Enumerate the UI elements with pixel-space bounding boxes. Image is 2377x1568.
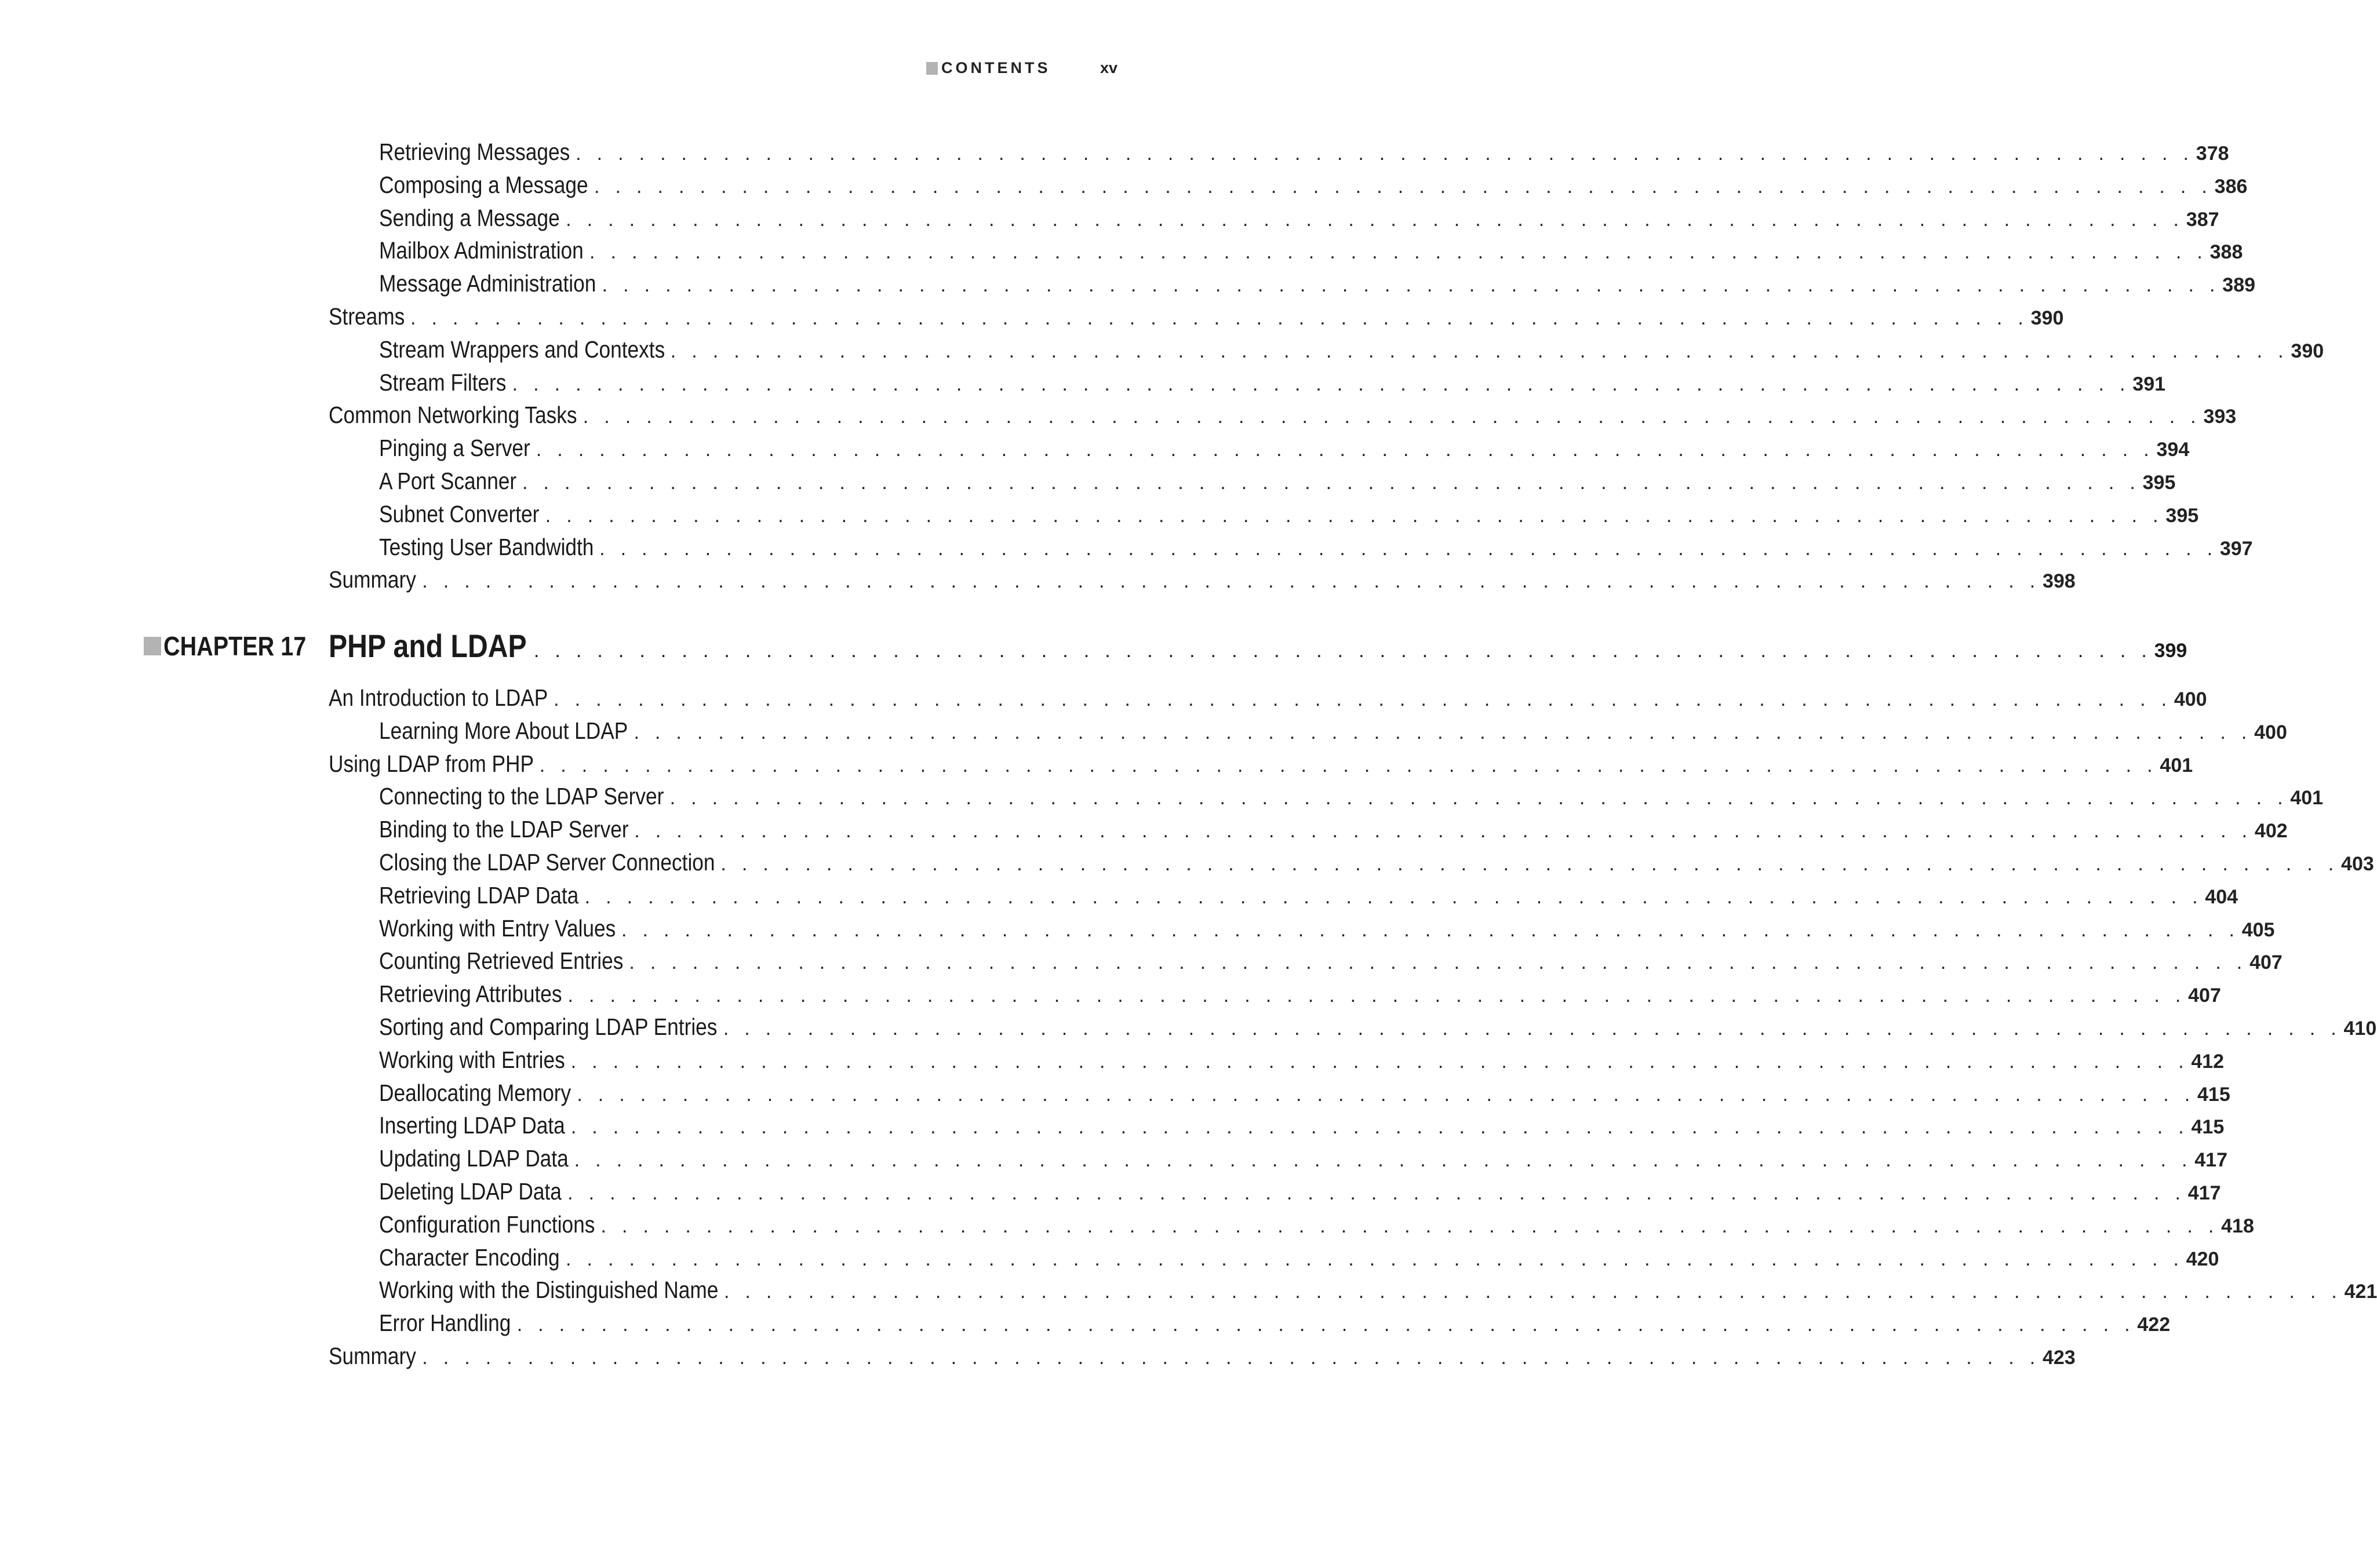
toc-entry[interactable]: [379, 202, 2219, 234]
chapter-title: PHP and LDAP: [329, 628, 527, 664]
toc-entry[interactable]: [379, 169, 2248, 201]
dot-leader: . . . . . . . . . . . . . . . . . . . . . . . . . . . . . . . . . . . . . . . . . . . . . . . . . . . . . . . . . . . . . . . . . . . . . . . . . . . . .: [669, 787, 2288, 809]
toc-entry-page: 407: [2249, 951, 2283, 974]
toc-entry-page: 397: [2219, 537, 2253, 560]
toc-entry[interactable]: [379, 234, 2243, 267]
dot-leader: . . . . . . . . . . . . . . . . . . . . . . . . . . . . . . . . . . . . . . . . . . . . . . . . . . . . . . . . . . . . . . . . . . . . . . . . . . . . .: [634, 820, 2252, 843]
dot-leader: . . . . . . . . . . . . . . . . . . . . . . . . . . . . . . . . . . . . . . . . . . . . . . . . . . . . . . . . . . . . . . . . . . . . . . . . . . . . .: [577, 1083, 2195, 1106]
toc-entry-page: 398: [2042, 570, 2076, 593]
toc-entry-title: Stream Wrappers and Contexts: [379, 336, 665, 363]
toc-entry-page: 415: [2191, 1116, 2225, 1139]
toc-entry-page: 395: [2142, 472, 2176, 494]
toc-entry-page: 393: [2203, 406, 2237, 428]
toc-entry-title: Inserting LDAP Data: [379, 1112, 565, 1139]
toc-entry[interactable]: [379, 465, 2176, 497]
toc-entry-page: 394: [2156, 439, 2190, 461]
toc-entry[interactable]: [379, 912, 2275, 945]
toc-entry[interactable]: [379, 1241, 2219, 1274]
toc-entry-title: Binding to the LDAP Server: [379, 816, 629, 843]
toc-entry-title: Using LDAP from PHP: [329, 750, 534, 777]
toc-entry[interactable]: [379, 498, 2199, 530]
toc-entry[interactable]: [379, 1208, 2254, 1241]
toc-entry[interactable]: [379, 945, 2283, 977]
toc-entry-page: 389: [2222, 274, 2256, 297]
dot-leader: . . . . . . . . . . . . . . . . . . . . . . . . . . . . . . . . . . . . . . . . . . . . . . . . . . . . . . . . . . . . . . . . . . . . . . . . . . . . .: [599, 537, 2218, 560]
toc-entry-title: Updating LDAP Data: [379, 1145, 569, 1172]
toc-entry-title: Summary: [329, 1343, 416, 1369]
dot-leader: . . . . . . . . . . . . . . . . . . . . . . . . . . . . . . . . . . . . . . . . . . . . . . . . . . . . . . . . . . . . . . . . . . . . . . . . . . . . .: [410, 307, 2029, 329]
toc-entry-title: Deleting LDAP Data: [379, 1178, 562, 1205]
dot-leader: . . . . . . . . . . . . . . . . . . . . . . . . . . . . . . . . . . . . . . . . . . . . . . . . . . . . . . . . . . . . . . . . . . . . . . . . . . . . .: [422, 1347, 2040, 1369]
toc-entry-title: Deallocating Memory: [379, 1079, 572, 1106]
toc-entry-title: Error Handling: [379, 1310, 511, 1337]
toc-entry-title: Composing a Message: [379, 171, 588, 198]
dot-leader: . . . . . . . . . . . . . . . . . . . . . . . . . . . . . . . . . . . . . . . . . . . . . . . . . . . . . . . . . . . . . . . . . . . . . . . . . . . . .: [602, 274, 2221, 297]
toc-entry-title: Stream Filters: [379, 369, 507, 396]
chapter-number: CHAPTER 17: [163, 631, 307, 661]
chapter-marker-icon: [144, 637, 161, 655]
toc-entry[interactable]: [379, 1011, 2377, 1043]
toc-entry-page: 390: [2291, 340, 2324, 362]
toc-entry-title: Learning More About LDAP: [379, 717, 628, 744]
toc-entry-title: Subnet Converter: [379, 500, 540, 527]
toc-entry[interactable]: [329, 681, 2207, 714]
toc-entry-title: Retrieving LDAP Data: [379, 881, 579, 909]
toc-entry-page: 401: [2290, 787, 2324, 809]
chapter-page: 399: [2154, 640, 2187, 662]
toc-entry[interactable]: [379, 813, 2288, 845]
dot-leader: . . . . . . . . . . . . . . . . . . . . . . . . . . . . . . . . . . . . . . . . . . . . . . . . . . . . . . . . . . . . . . . . . . . . . . . . . . . . .: [516, 1314, 2135, 1336]
toc-entry[interactable]: [379, 1142, 2227, 1175]
toc-entry-page: 387: [2186, 208, 2219, 231]
dot-leader: . . . . . . . . . . . . . . . . . . . . . . . . . . . . . . . . . . . . . . . . . . . . . . . . . . . . . . . . . . . . . . . . . . . . . . . . . . . . .: [670, 340, 2289, 362]
toc-entry-title: Counting Retrieved Entries: [379, 947, 624, 975]
toc-entry-title: An Introduction to LDAP: [329, 684, 548, 711]
toc-entry-page: 400: [2254, 721, 2287, 743]
toc-entry[interactable]: [379, 780, 2324, 812]
toc-entry[interactable]: [379, 714, 2287, 747]
toc-entry-page: 391: [2132, 373, 2166, 395]
toc-entry-page: 378: [2196, 143, 2229, 165]
toc-entry-page: 390: [2030, 307, 2064, 329]
toc-entry-page: 410: [2343, 1018, 2377, 1040]
dot-leader: . . . . . . . . . . . . . . . . . . . . . . . . . . . . . . . . . . . . . . . . . . . . . . . . . . . . . . . . . . . . . . . . . . . . . . . . . . . . .: [570, 1116, 2189, 1139]
toc-entry-page: 421: [2344, 1281, 2377, 1303]
dot-leader: . . . . . . . . . . . . . . . . . . . . . . . . . . . . . . . . . . . . . . . . . . . . . . . . . . . . . . . . . . . . . . . . . . . . . . . . . . . . .: [522, 472, 2141, 494]
toc-entry-title: Summary: [329, 566, 416, 593]
toc-entry-page: 405: [2241, 918, 2275, 941]
dot-leader: . . . . . . . . . . . . . . . . . . . . . . . . . . . . . . . . . . . . . . . . . . . . . . . . . . . . . . . . . . . . . . . . . . . . . . . . . . . . .: [723, 1018, 2342, 1040]
dot-leader: . . . . . . . . . . . . . . . . . . . . . . . . . . . . . . . . . . . . . . . . . . . . . . . . . . . . . . . . . . . . . . . . . . . . . . . . . . . . .: [634, 721, 2252, 743]
toc-entry[interactable]: [379, 1077, 2230, 1109]
toc-entry-page: 404: [2205, 885, 2238, 908]
dot-leader: . . . . . . . . . . . . . . . . . . . . . . . . . . . . . . . . . . . . . . . . . . . . . . . . . . . . . . . . . . . . . . . . . . . . . . . . . . . . .: [539, 754, 2158, 776]
dot-leader: . . . . . . . . . . . . . . . . . . . . . . . . . . . . . . . . . . . . . . . . . . . . . . . . . . . . . . . . . . . . . . . . . . . . . . . . . . . . .: [536, 439, 2154, 461]
toc-entry-page: 412: [2191, 1050, 2225, 1073]
dot-leader: . . . . . . . . . . . . . . . . . . . . . . . . . . . . . . . . . . . . . . . . . . . . . . . . . . . . . . . . . . . . . . . . . . . . . . . . . . . . .: [723, 1281, 2342, 1303]
toc-entry[interactable]: [379, 333, 2324, 366]
dot-leader: . . . . . . . . . . . . . . . . . . . . . . . . . . . . . . . . . . . . . . . . . . . . . . . . . . . . . . . . . . . . . . . . . . . . . . . . . . . . .: [629, 951, 2248, 974]
toc-entry-page: 418: [2221, 1215, 2254, 1237]
chapter-entry[interactable]: [329, 628, 2187, 665]
dot-leader: . . . . . . . . . . . . . . . . . . . . . . . . . . . . . . . . . . . . . . . . . . . . . . . . . . . . . . . . . . . . . . . . . . . . . . . . . . . . .: [621, 918, 2240, 941]
dot-leader: . . . . . . . . . . . . . . . . . . . . . . . . . . . . . . . . . . . . . . . . . . . . . . . . . . . . . . . . . . . . . . . . . . . . . . . . . . . . .: [533, 640, 2152, 662]
toc-entry-page: 407: [2188, 984, 2221, 1007]
toc-entry[interactable]: [379, 1109, 2225, 1142]
toc-entry-page: 388: [2209, 241, 2243, 264]
dot-leader: . . . . . . . . . . . . . . . . . . . . . . . . . . . . . . . . . . . . . . . . . . . . . . . . . . . . . . . . . . . . . . . . . . . . . . . . . . . . .: [584, 885, 2203, 908]
dot-leader: . . . . . . . . . . . . . . . . . . . . . . . . . . . . . . . . . . . . . . . . . . . . . . . . . . . . . . . . . . . . . . . . . . . . . . . . . . . . .: [545, 504, 2164, 527]
toc-entry-page: 386: [2214, 175, 2248, 198]
toc-entry[interactable]: [379, 1307, 2171, 1339]
dot-leader: . . . . . . . . . . . . . . . . . . . . . . . . . . . . . . . . . . . . . . . . . . . . . . . . . . . . . . . . . . . . . . . . . . . . . . . . . . . . .: [594, 175, 2212, 198]
toc-entry-page: 423: [2042, 1347, 2076, 1369]
toc-entry-page: 415: [2197, 1083, 2230, 1106]
toc-entry-title: Sending a Message: [379, 204, 560, 231]
toc-entry[interactable]: [379, 879, 2238, 911]
toc-entry-title: Working with Entries: [379, 1046, 565, 1073]
dot-leader: . . . . . . . . . . . . . . . . . . . . . . . . . . . . . . . . . . . . . . . . . . . . . . . . . . . . . . . . . . . . . . . . . . . . . . . . . . . . .: [512, 373, 2131, 395]
dot-leader: . . . . . . . . . . . . . . . . . . . . . . . . . . . . . . . . . . . . . . . . . . . . . . . . . . . . . . . . . . . . . . . . . . . . . . . . . . . . .: [566, 1248, 2184, 1270]
toc-entry[interactable]: [379, 978, 2221, 1010]
dot-leader: . . . . . . . . . . . . . . . . . . . . . . . . . . . . . . . . . . . . . . . . . . . . . . . . . . . . . . . . . . . . . . . . . . . . . . . . . . . . .: [589, 241, 2208, 264]
dot-leader: . . . . . . . . . . . . . . . . . . . . . . . . . . . . . . . . . . . . . . . . . . . . . . . . . . . . . . . . . . . . . . . . . . . . . . . . . . . . .: [570, 1050, 2189, 1073]
toc-entry-page: 395: [2165, 504, 2199, 527]
toc-entry[interactable]: [379, 1274, 2377, 1306]
toc-entry[interactable]: [379, 531, 2253, 563]
toc-entry[interactable]: [329, 1340, 2076, 1372]
running-head: [926, 59, 1051, 77]
dot-leader: . . . . . . . . . . . . . . . . . . . . . . . . . . . . . . . . . . . . . . . . . . . . . . . . . . . . . . . . . . . . . . . . . . . . . . . . . . . . .: [566, 208, 2184, 231]
toc-entry-title: Retrieving Messages: [379, 138, 570, 165]
toc-entry-title: Configuration Functions: [379, 1210, 595, 1238]
toc-entry[interactable]: [379, 366, 2166, 399]
toc-entry-title: A Port Scanner: [379, 468, 517, 494]
toc-entry-title: Retrieving Attributes: [379, 980, 562, 1008]
toc-entry-page: 402: [2254, 820, 2288, 843]
section-marker-icon: [926, 62, 938, 75]
toc-entry[interactable]: [329, 300, 2064, 333]
dot-leader: . . . . . . . . . . . . . . . . . . . . . . . . . . . . . . . . . . . . . . . . . . . . . . . . . . . . . . . . . . . . . . . . . . . . . . . . . . . . .: [422, 570, 2040, 593]
toc-entry-title: Common Networking Tasks: [329, 402, 577, 429]
toc-entry-title: Mailbox Administration: [379, 237, 584, 264]
toc-entry-page: 420: [2186, 1248, 2219, 1270]
toc-entry[interactable]: [329, 563, 2076, 596]
toc-entry-title: Character Encoding: [379, 1244, 560, 1271]
dot-leader: . . . . . . . . . . . . . . . . . . . . . . . . . . . . . . . . . . . . . . . . . . . . . . . . . . . . . . . . . . . . . . . . . . . . . . . . . . . . .: [720, 853, 2339, 875]
toc-entry[interactable]: [329, 747, 2193, 780]
toc-entry-page: 400: [2174, 688, 2207, 710]
toc-entry-title: Sorting and Comparing LDAP Entries: [379, 1013, 718, 1040]
toc-entry-page: 403: [2341, 853, 2374, 875]
toc-entry[interactable]: [379, 267, 2256, 300]
toc-entry-page: 422: [2137, 1314, 2171, 1336]
toc-entry-page: 401: [2160, 754, 2193, 776]
dot-leader: . . . . . . . . . . . . . . . . . . . . . . . . . . . . . . . . . . . . . . . . . . . . . . . . . . . . . . . . . . . . . . . . . . . . . . . . . . . . .: [567, 1182, 2186, 1204]
toc-entry-title: Working with the Distinguished Name: [379, 1277, 719, 1304]
toc-entry[interactable]: [379, 136, 2229, 168]
toc-entry-title: Connecting to the LDAP Server: [379, 783, 664, 810]
toc-entry[interactable]: [379, 846, 2374, 878]
chapter-label: [144, 628, 329, 665]
toc-entry[interactable]: [379, 1175, 2221, 1208]
toc-entry-title: Message Administration: [379, 270, 596, 297]
dot-leader: . . . . . . . . . . . . . . . . . . . . . . . . . . . . . . . . . . . . . . . . . . . . . . . . . . . . . . . . . . . . . . . . . . . . . . . . . . . . .: [574, 1149, 2193, 1172]
dot-leader: . . . . . . . . . . . . . . . . . . . . . . . . . . . . . . . . . . . . . . . . . . . . . . . . . . . . . . . . . . . . . . . . . . . . . . . . . . . . .: [576, 143, 2194, 165]
toc-entry-title: Closing the LDAP Server Connection: [379, 849, 715, 876]
dot-leader: . . . . . . . . . . . . . . . . . . . . . . . . . . . . . . . . . . . . . . . . . . . . . . . . . . . . . . . . . . . . . . . . . . . . . . . . . . . . .: [554, 688, 2172, 710]
toc-entry-title: Testing User Bandwidth: [379, 533, 594, 560]
dot-leader: . . . . . . . . . . . . . . . . . . . . . . . . . . . . . . . . . . . . . . . . . . . . . . . . . . . . . . . . . . . . . . . . . . . . . . . . . . . . .: [567, 984, 2186, 1007]
page-number: xv: [1100, 59, 1118, 76]
toc-entry[interactable]: [379, 432, 2190, 464]
toc-entry-page: 417: [2187, 1182, 2221, 1204]
dot-leader: . . . . . . . . . . . . . . . . . . . . . . . . . . . . . . . . . . . . . . . . . . . . . . . . . . . . . . . . . . . . . . . . . . . . . . . . . . . . .: [600, 1215, 2219, 1237]
toc-entry-title: Working with Entry Values: [379, 914, 616, 942]
toc-entry-title: Streams: [329, 303, 405, 330]
dot-leader: . . . . . . . . . . . . . . . . . . . . . . . . . . . . . . . . . . . . . . . . . . . . . . . . . . . . . . . . . . . . . . . . . . . . . . . . . . . . .: [583, 406, 2201, 428]
running-head-section: CONTENTS: [941, 59, 1051, 76]
toc-entry[interactable]: [329, 399, 2237, 431]
toc-entry[interactable]: [379, 1044, 2225, 1076]
toc-entry-page: 417: [2194, 1149, 2227, 1172]
toc-entry-title: Pinging a Server: [379, 435, 530, 462]
